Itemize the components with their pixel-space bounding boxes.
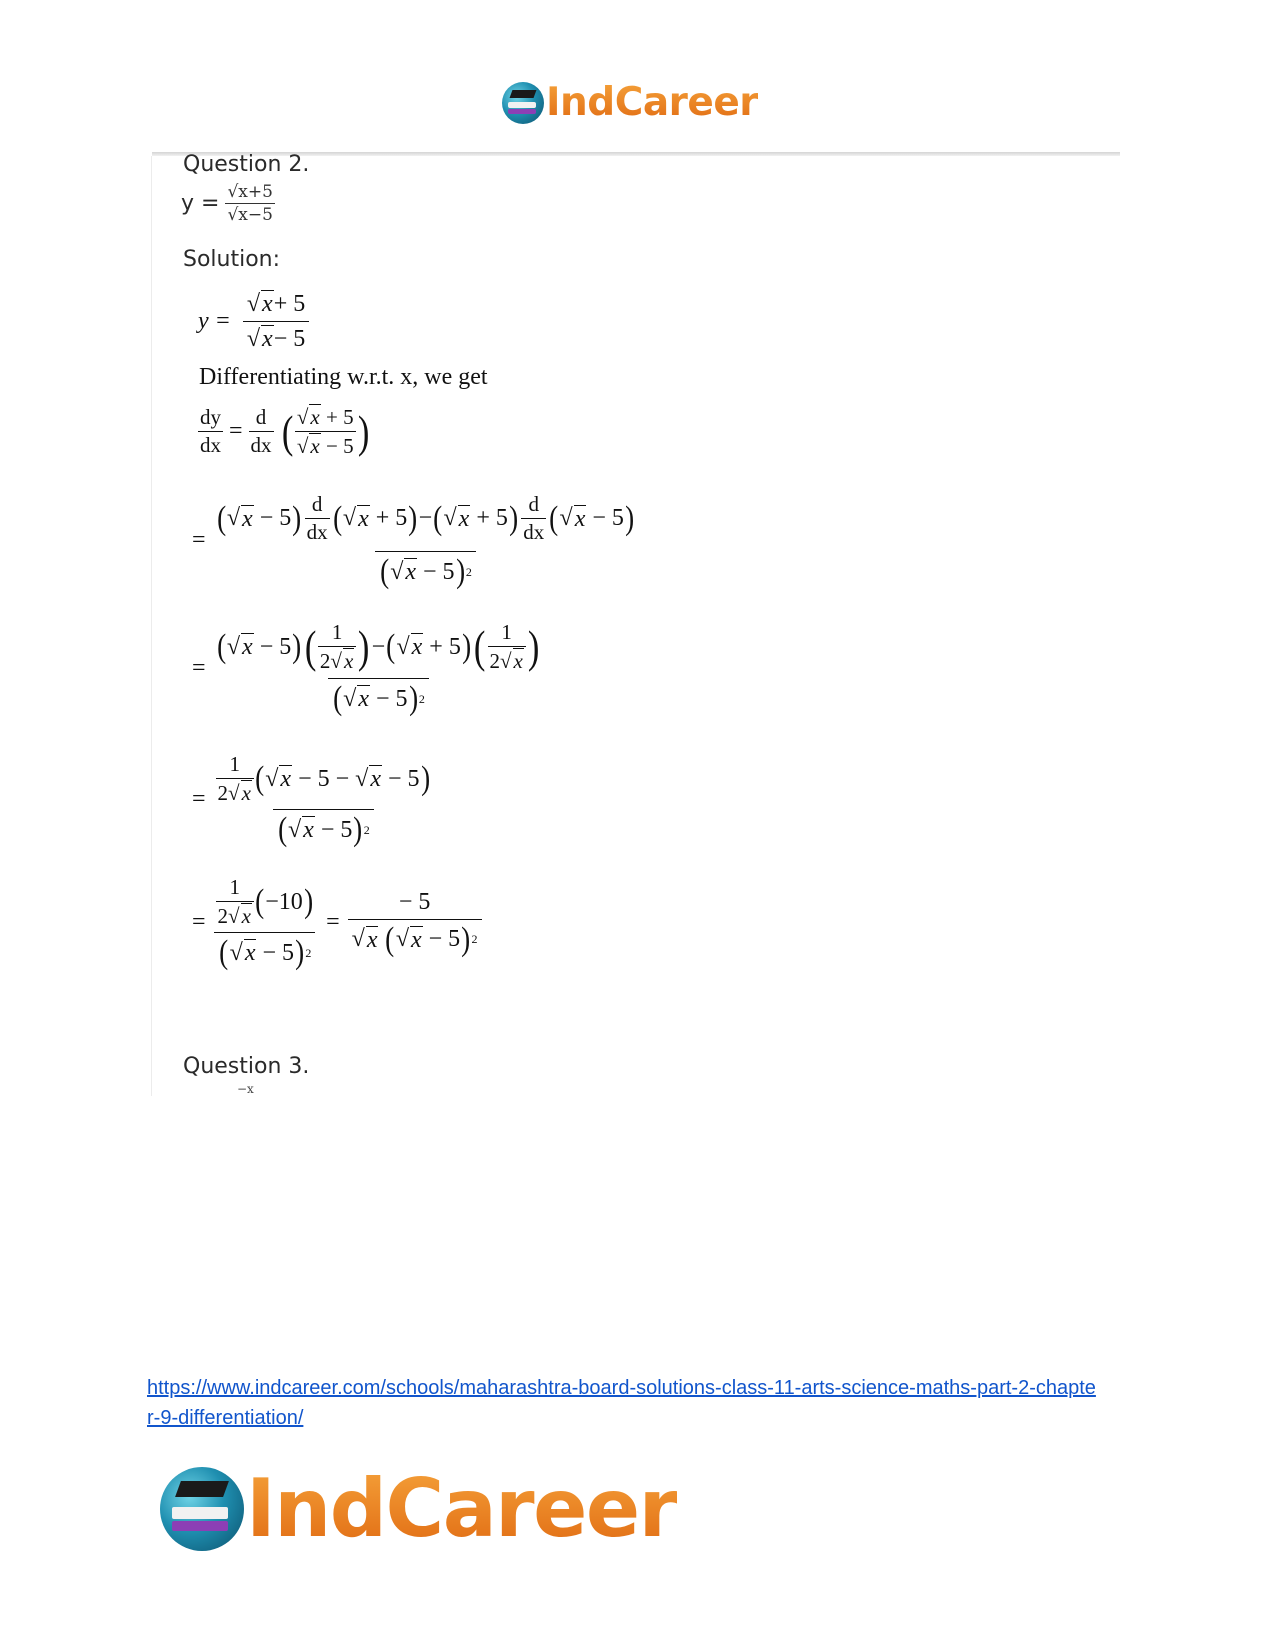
- question-heading: Question 2.: [183, 152, 310, 177]
- brand-name: IndCareer: [546, 80, 758, 125]
- question-equation: [181, 182, 275, 225]
- content-edge: [151, 156, 152, 1096]
- solution-fraction: √ x + 5 √ x − 5: [243, 290, 309, 353]
- globe-graduation-cap-icon: [160, 1467, 244, 1551]
- brand-name: IndCareer: [246, 1462, 677, 1555]
- solution-label: Solution:: [183, 247, 281, 272]
- solution-lhs: y =: [198, 308, 231, 334]
- d-dx-operator: $\frac{d}{dx}$: [250, 405, 272, 457]
- source-link[interactable]: https://www.indcareer.com/schools/maharashtra-board-solutions-class-11-arts-science-maths-part-2-chapter-9-differentiation/: [147, 1377, 1096, 1429]
- clipped-equation: −x: [237, 1082, 254, 1096]
- solution-intro: Differentiating w.r.t. x, we get: [199, 364, 488, 390]
- solution-step-2: = ( √ x − 5 ) d dx ( √ x + 5 ) − ( √ x + 5 ) d dx ( √ x − 5 ) ( √ x − 5 ) 2: [192, 492, 635, 590]
- question-3-heading: Question 3.: [183, 1054, 310, 1079]
- fraction-numerator: √x+5: [227, 182, 273, 202]
- solution-step-1: $\frac{dy}{dx}$ = $\frac{d}{dx}$ ( √ x + 5 √ x − 5 ): [200, 404, 369, 458]
- footer-logo: [160, 1462, 677, 1555]
- fraction-denominator: √x−5: [227, 205, 273, 225]
- solution-step-5: = 1 2√ x ( −10 ) ( √ x − 5 ) 2 = − 5 √ x ( √ x − 5 ) 2: [192, 875, 482, 970]
- header-logo: [502, 80, 758, 125]
- solution-step-4: = 1 2√ x ( √ x − 5 − √ x − 5 ) ( √ x − 5 ) 2: [192, 752, 430, 848]
- solution-step-3: = ( √ x − 5 ) ( 1 2√ x ) − ( √ x + 5 ) ( 1 2√ x ) ( √ x − 5 ) 2: [192, 620, 540, 717]
- globe-graduation-cap-icon: [502, 82, 544, 124]
- dy-dx-fraction: $\frac{dy}{dx}$: [200, 405, 221, 457]
- solution-line-1: [198, 290, 309, 353]
- final-numerator: − 5: [398, 888, 431, 915]
- equation-fraction: [225, 182, 274, 225]
- equation-lhs: y =: [181, 191, 220, 216]
